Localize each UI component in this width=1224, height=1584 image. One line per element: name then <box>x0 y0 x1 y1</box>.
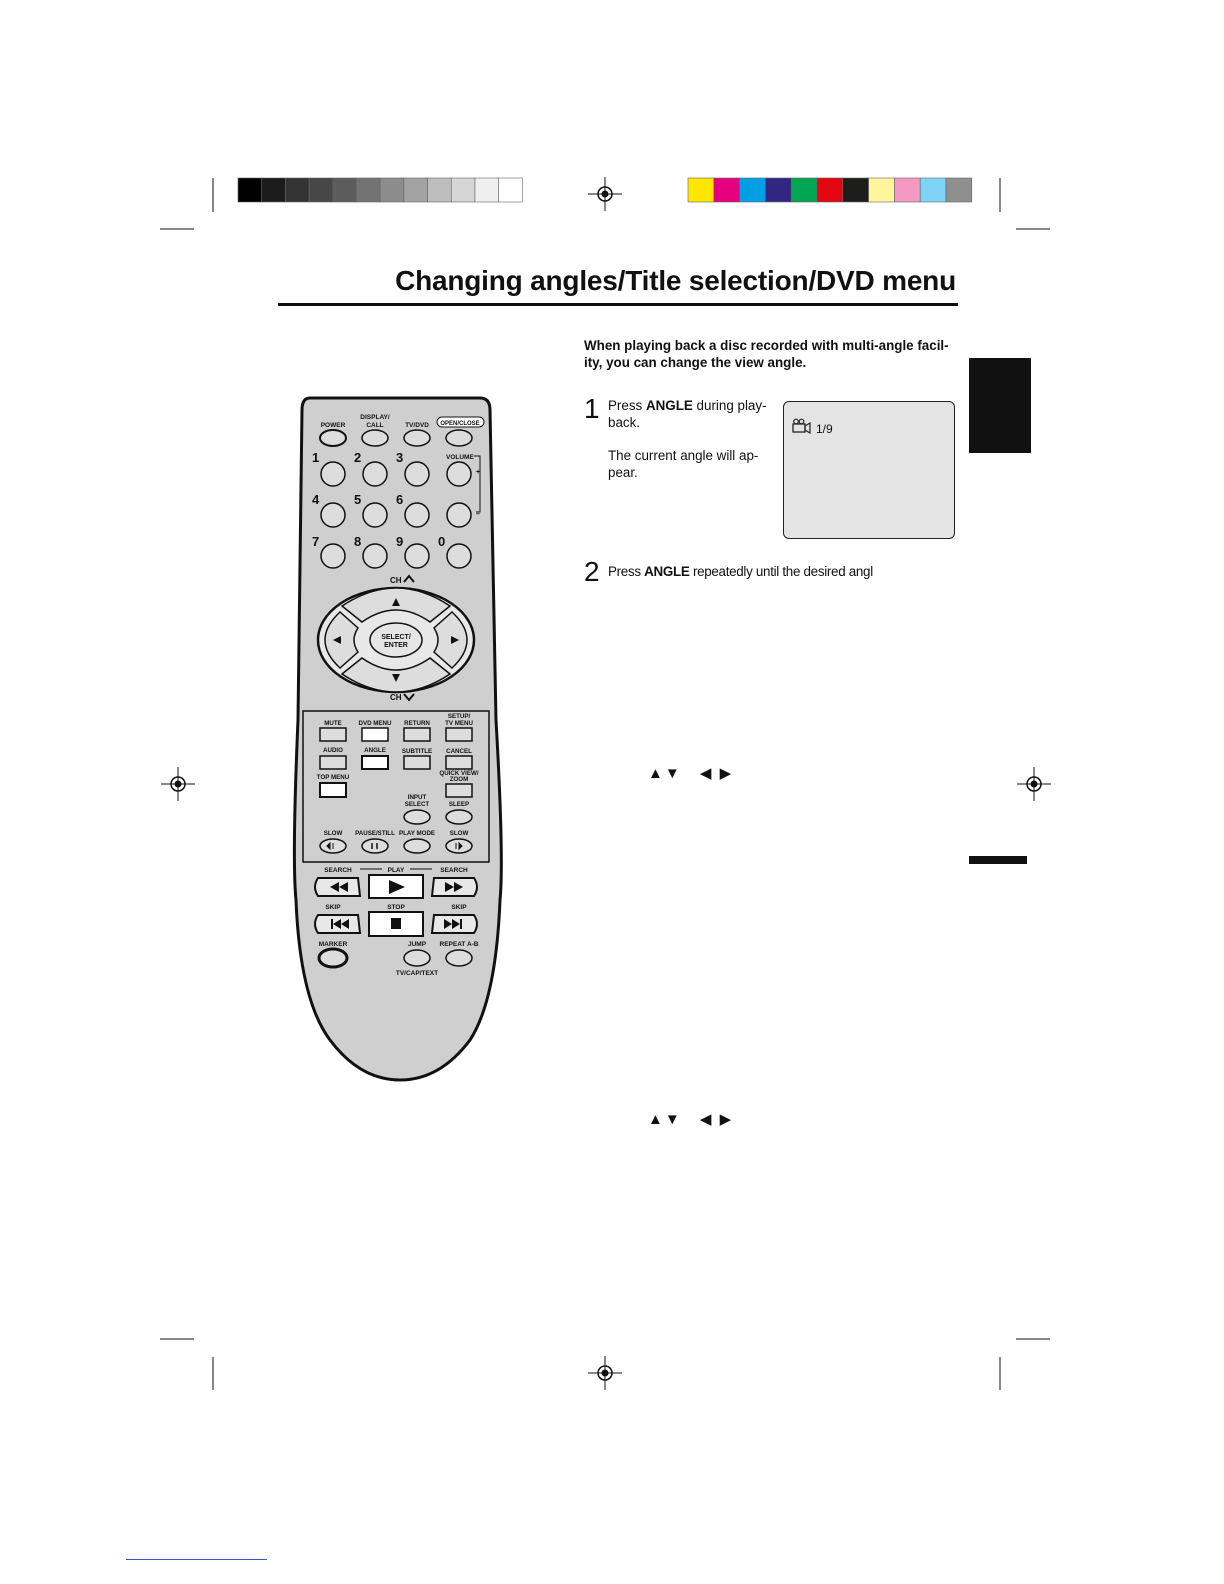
digit-button <box>405 462 429 486</box>
marker-button[interactable] <box>319 949 347 967</box>
color-swatch <box>714 178 740 202</box>
svg-text:SELECT/: SELECT/ <box>381 634 411 641</box>
step-1-text: Press ANGLE during play- back. The current angle will ap- pear. <box>608 398 767 480</box>
svg-text:SEARCH: SEARCH <box>440 867 468 874</box>
power-label: POWER <box>320 422 346 429</box>
digit-button <box>405 503 429 527</box>
gray-swatch <box>309 178 333 202</box>
svg-text:ZOOM: ZOOM <box>449 776 469 783</box>
digit-button <box>321 462 345 486</box>
camera-angle-icon <box>792 418 812 434</box>
gray-swatch <box>285 178 309 202</box>
color-swatch <box>946 178 972 202</box>
power-button[interactable] <box>320 430 346 446</box>
page-title: Changing angles/Title selection/DVD menu <box>395 265 956 296</box>
svg-text:ANGLE: ANGLE <box>364 747 386 754</box>
repeat-ab-button[interactable] <box>446 950 472 966</box>
color-swatch <box>740 178 766 202</box>
grayscale-calibration-bar <box>238 178 522 202</box>
dvd-menu-button[interactable] <box>362 728 388 741</box>
angle-button[interactable] <box>362 756 388 769</box>
color-swatch <box>688 178 714 202</box>
gray-swatch <box>451 178 475 202</box>
svg-text:7: 7 <box>312 534 320 549</box>
angle-keyword: ANGLE <box>644 564 690 579</box>
digit-button <box>405 544 429 568</box>
cancel-button[interactable] <box>446 756 472 769</box>
digit-button <box>363 544 387 568</box>
svg-text:–: – <box>476 511 480 518</box>
crosshair-left <box>161 767 195 801</box>
svg-text:STOP: STOP <box>387 904 405 911</box>
digit-button <box>447 544 471 568</box>
svg-text:INPUT: INPUT <box>407 794 427 801</box>
digit-button <box>363 503 387 527</box>
svg-text:SKIP: SKIP <box>325 904 341 911</box>
gray-swatch <box>357 178 381 202</box>
up-down-arrows-icon: ▲▼ <box>648 1111 682 1128</box>
svg-text:SEARCH: SEARCH <box>324 867 352 874</box>
svg-text:SETUP/: SETUP/ <box>447 713 471 720</box>
gray-swatch <box>404 178 428 202</box>
gray-swatch <box>499 178 523 202</box>
top-menu-button[interactable] <box>320 783 346 797</box>
quick-view-button[interactable] <box>446 784 472 797</box>
on-screen-display <box>783 401 955 539</box>
svg-text:8: 8 <box>354 534 362 549</box>
svg-text:SLOW: SLOW <box>323 830 343 837</box>
color-swatch <box>843 178 869 202</box>
svg-text:SLEEP: SLEEP <box>448 801 470 808</box>
gray-swatch <box>238 178 262 202</box>
svg-text:5: 5 <box>354 492 362 507</box>
intro-line: When playing back a disc recorded with multi-angle facil- <box>584 338 949 353</box>
crosshair-right <box>1017 767 1051 801</box>
section-tab <box>969 358 1031 453</box>
sleep-button[interactable] <box>446 810 472 824</box>
svg-text:+: + <box>476 469 481 476</box>
gray-swatch <box>380 178 404 202</box>
remote-control-illustration <box>280 380 520 1090</box>
digit-button <box>321 544 345 568</box>
svg-text:2: 2 <box>354 450 362 465</box>
tvdvd-label: TV/DVD <box>405 422 429 429</box>
section-marker <box>969 856 1027 864</box>
setup-button[interactable] <box>446 728 472 741</box>
mute-button[interactable] <box>320 728 346 741</box>
svg-text:0: 0 <box>438 534 446 549</box>
volume-down-button <box>447 503 471 527</box>
display-button[interactable] <box>362 430 388 446</box>
svg-text:TV MENU: TV MENU <box>445 720 473 727</box>
svg-text:6: 6 <box>396 492 404 507</box>
svg-text:DVD MENU: DVD MENU <box>358 720 392 727</box>
digit-button <box>321 503 345 527</box>
svg-text:MUTE: MUTE <box>324 720 342 727</box>
gray-swatch <box>475 178 499 202</box>
svg-text:TOP MENU: TOP MENU <box>316 774 350 781</box>
color-swatch <box>765 178 791 202</box>
angle-value: 1/9 <box>816 422 833 436</box>
input-select-button[interactable] <box>404 810 430 824</box>
intro-paragraph <box>584 337 958 371</box>
display-label: DISPLAY/ <box>360 414 390 421</box>
step-1-number: 1 <box>584 393 600 424</box>
title-rule <box>278 303 958 306</box>
color-calibration-bar <box>688 178 972 202</box>
digit-button <box>363 462 387 486</box>
svg-text:SKIP: SKIP <box>451 904 467 911</box>
color-swatch <box>791 178 817 202</box>
ch-down-label: CH <box>390 693 402 702</box>
angle-keyword: ANGLE <box>645 398 693 413</box>
open-close-label: OPEN/CLOSE <box>440 421 480 427</box>
volume-label: VOLUME <box>446 454 474 461</box>
subtitle-button[interactable] <box>404 756 430 769</box>
color-swatch <box>817 178 843 202</box>
volume-up-button <box>447 462 471 486</box>
play-mode-button[interactable] <box>404 839 430 853</box>
gray-swatch <box>262 178 286 202</box>
svg-text:RETURN: RETURN <box>404 720 430 727</box>
cursor-arrows-1 <box>648 764 733 782</box>
svg-text:MARKER: MARKER <box>318 941 348 948</box>
color-swatch <box>869 178 895 202</box>
gray-swatch <box>428 178 452 202</box>
tvdvd-button[interactable] <box>404 430 430 446</box>
svg-text:SLOW: SLOW <box>449 830 469 837</box>
svg-text:REPEAT A-B: REPEAT A-B <box>439 941 479 948</box>
left-right-arrows-icon: ◀ ▶ <box>699 1111 734 1128</box>
svg-text:3: 3 <box>396 450 404 465</box>
footer-rule <box>126 1559 267 1560</box>
svg-text:CANCEL: CANCEL <box>446 748 472 755</box>
up-down-arrows-icon: ▲▼ <box>648 765 682 782</box>
svg-text:PLAY: PLAY <box>387 867 405 874</box>
svg-text:PAUSE/STILL: PAUSE/STILL <box>355 830 395 837</box>
ch-up-label: CH <box>390 576 402 585</box>
crosshair-top <box>588 177 622 211</box>
step-2-number: 2 <box>584 556 600 587</box>
color-swatch <box>920 178 946 202</box>
svg-text:PLAY MODE: PLAY MODE <box>398 830 436 837</box>
open-close-button[interactable] <box>446 430 472 446</box>
intro-line: ity, you can change the view angle. <box>584 355 807 370</box>
svg-text:QUICK VIEW/: QUICK VIEW/ <box>439 770 479 777</box>
step-2-text: Press ANGLE repeatedly until the desired angl <box>608 564 873 579</box>
svg-text:SELECT: SELECT <box>404 801 430 808</box>
audio-button[interactable] <box>320 756 346 769</box>
svg-text:4: 4 <box>312 492 320 507</box>
svg-text:1: 1 <box>312 450 320 465</box>
svg-text:ENTER: ENTER <box>384 642 408 649</box>
svg-text:JUMP: JUMP <box>407 941 427 948</box>
svg-text:TV/CAP/TEXT: TV/CAP/TEXT <box>395 970 439 977</box>
call-label: CALL <box>366 422 384 429</box>
pause-still-button[interactable] <box>362 839 388 853</box>
return-button[interactable] <box>404 728 430 741</box>
svg-text:SUBTITLE: SUBTITLE <box>401 748 433 755</box>
left-right-arrows-icon: ◀ ▶ <box>699 765 734 782</box>
jump-button[interactable] <box>404 950 430 966</box>
svg-text:9: 9 <box>396 534 404 549</box>
cursor-arrows-2 <box>648 1110 733 1128</box>
color-swatch <box>894 178 920 202</box>
gray-swatch <box>333 178 357 202</box>
svg-text:AUDIO: AUDIO <box>323 747 343 754</box>
crosshair-bottom <box>588 1356 622 1390</box>
